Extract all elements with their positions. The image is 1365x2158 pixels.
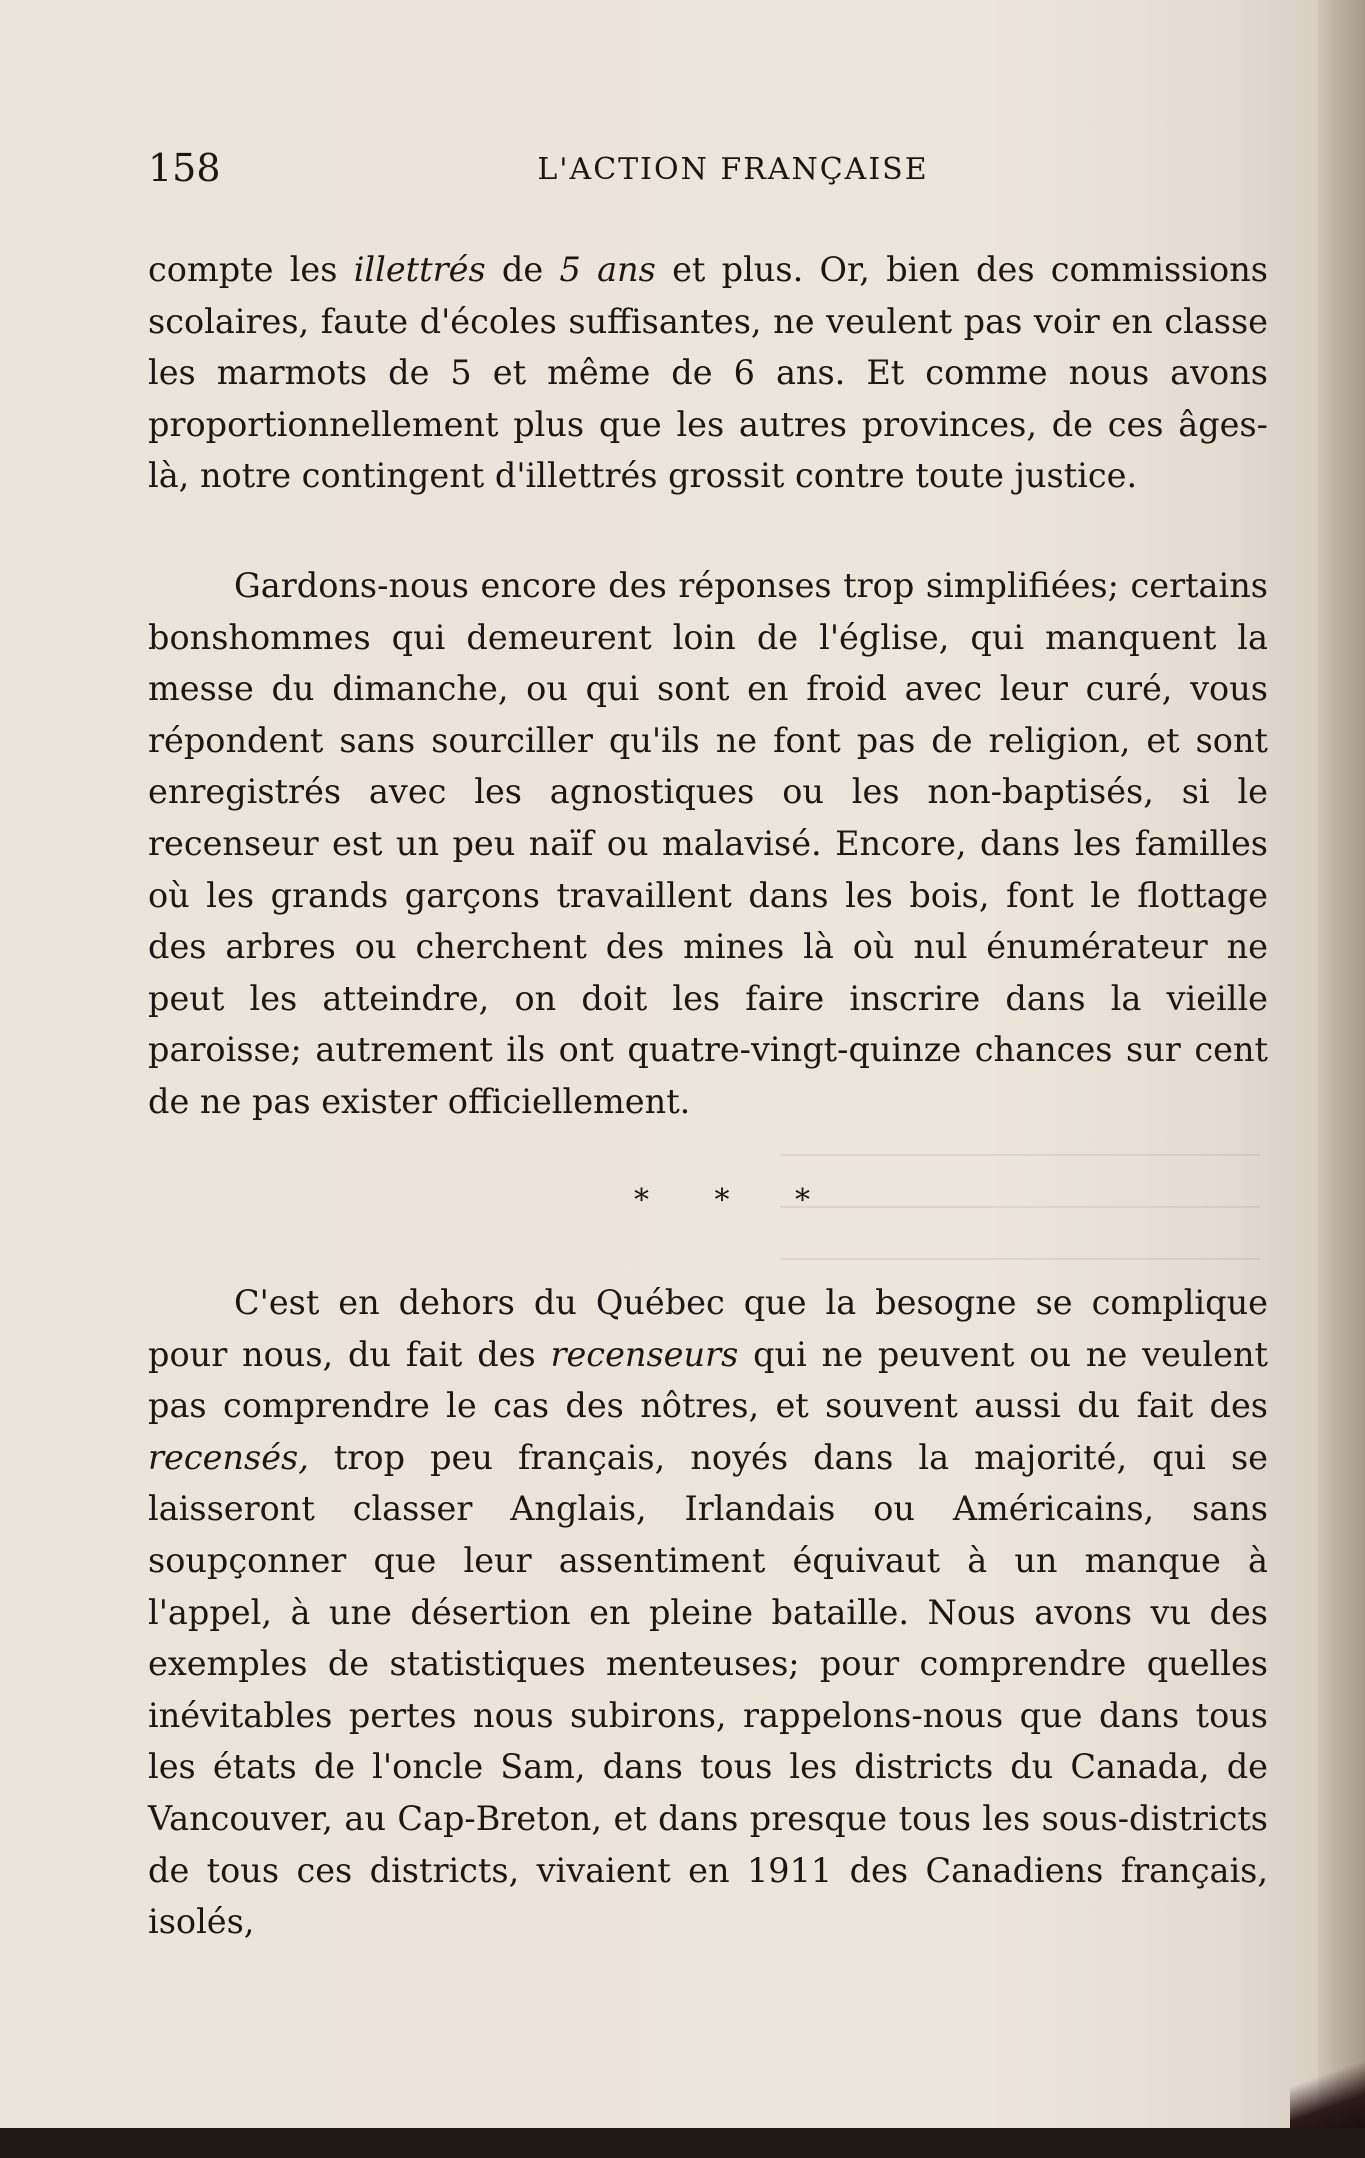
- p3-text-c: qui ne peuvent ou ne veulent pas comprendre le cas des nôtres, et souvent aussi du fait des: [148, 1334, 1268, 1426]
- paragraph-1: [148, 244, 1268, 502]
- p3-italic-recenseurs: recenseurs: [550, 1334, 739, 1374]
- running-title: L'ACTION FRANÇAISE: [537, 152, 929, 187]
- paragraph-2: Gardons-nous encore des réponses trop simplifiées; certains bonshommes qui demeurent loin de l'église, qui manquent la messe du dimanche, ou qui sont en froid avec leur curé, vous répondent sans sourciller qu'ils ne font pas de religion, et sont enregistrés avec les agnostiques ou les non-baptisés, si le recenseur est un peu naïf ou malavisé. Encore, dans les familles où les grands garçons travaillent dans les bois, font le flottage des arbres ou cherchent des mines là où nul énumérateur ne peut les atteindre, on doit les faire inscrire dans la vieille paroisse; autrement ils ont quatre-vingt-quinze chances sur cent de ne pas exister officiellement.: [148, 566, 1268, 1121]
- p3-text-a: C'est en dehors du Québec que la besogne se complique pour nous, du fait des: [148, 1283, 1268, 1374]
- p3-italic-recenses: recensés,: [148, 1437, 309, 1477]
- p3-text-e: trop peu français, noyés dans la majorité, qui se laisseront classer Anglais, Irlandais ou Américains, sans soupçonner que leur assentiment équivaut à un manque à l'appel, à une désertion en pleine bataille. Nous avons vu des exemples de statistiques menteuses; pour comprendre quelles inévitables pertes nous subirons, rappelons-nous que dans tous les états de l'oncle Sam, dans tous les districts du Canada, de Vancouver, au Cap-Breton, et dans presque tous les sous-districts de tous ces districts, vivaient en 1911 des Canadiens français, isolés,: [148, 1437, 1268, 1942]
- page-gutter-edge: [1318, 0, 1365, 2128]
- section-separator: * * *: [633, 1183, 839, 1218]
- bottom-edge: [0, 2128, 1365, 2158]
- page-header: [148, 146, 1268, 196]
- p1-italic-illettres: illettrés: [353, 250, 486, 289]
- p1-text-c: de: [485, 250, 560, 289]
- p1-text-a: compte les: [148, 250, 354, 289]
- page-corner-shadow: [1290, 2040, 1365, 2130]
- p1-text-e: et plus. Or, bien des commissions scolaires, faute d'écoles suffisantes, ne veulent pas voir en classe les marmots de 5 et même de 6 ans. Et comme nous avons proportionnellement plus que les autres provinces, de ces âges-là, notre contingent d'illettrés grossit contre toute justice.: [148, 250, 1268, 496]
- page-number: 158: [148, 146, 221, 190]
- paragraph-3: [148, 1277, 1268, 1948]
- p1-italic-5-ans: 5 ans: [559, 250, 656, 289]
